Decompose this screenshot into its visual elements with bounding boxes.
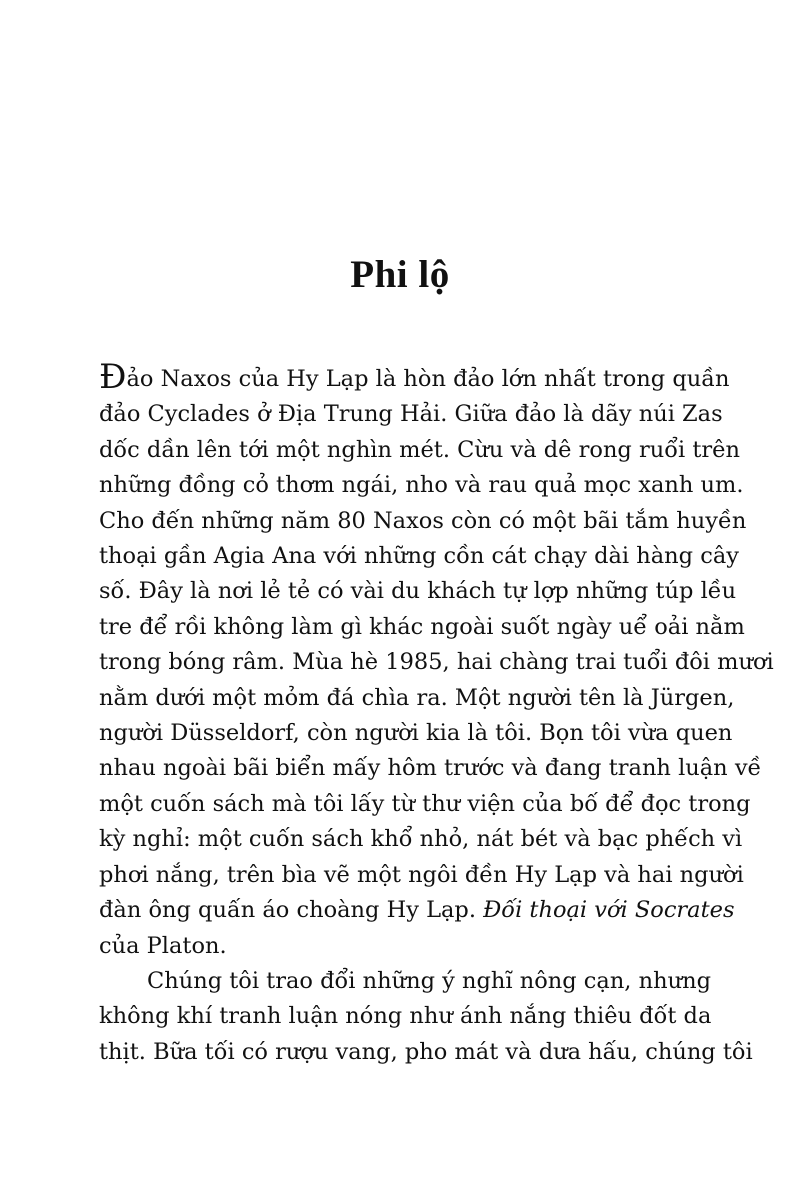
text-line: Chúng tôi trao đổi những ý nghĩ nông cạn, nhưng <box>147 967 711 994</box>
text-line: số. Đây là nơi lẻ tẻ có vài du khách tự lợp những túp lều <box>99 578 737 605</box>
text-line: dốc dần lên tới một nghìn mét. Cừu và dê rong ruổi trên <box>99 436 740 463</box>
text-line: những đồng cỏ thơm ngái, nho và rau quả mọc xanh um. <box>99 472 744 499</box>
text-line: tre để rồi không làm gì khác ngoài suốt ngày uể oải nằm <box>99 613 745 640</box>
text-line: không khí tranh luận nóng như ánh nắng thiêu đốt da <box>99 1003 712 1030</box>
text-line: thịt. Bữa tối có rượu vang, pho mát và dưa hấu, chúng tôi <box>99 1038 753 1065</box>
text-line: người Düsseldorf, còn người kia là tôi. Bọn tôi vừa quen <box>99 720 733 747</box>
text-line: phơi nắng, trên bìa vẽ một ngôi đền Hy Lạp và hai người <box>99 861 744 888</box>
text-line-content: đàn ông quấn áo choàng Hy Lạp. <box>99 897 484 924</box>
text-line <box>99 357 730 397</box>
text-line: một cuốn sách mà tôi lấy từ thư viện của bố để đọc trong <box>99 790 751 817</box>
drop-cap: Đ <box>99 357 127 397</box>
text-line: thoại gần Agia Ana với những cồn cát chạy dài hàng cây <box>99 543 739 570</box>
text-line-content: ảo Naxos của Hy Lạp là hòn đảo lớn nhất trong quần <box>126 366 730 392</box>
paragraph-2 <box>99 964 753 1070</box>
text-line: đảo Cyclades ở Địa Trung Hải. Giữa đảo là dãy núi Zas <box>99 401 723 428</box>
text-line: nằm dưới một mỏm đá chìa ra. Một người tên là Jürgen, <box>99 684 735 711</box>
chapter-title: Phi lộ <box>350 253 450 296</box>
text-line <box>99 893 735 928</box>
text-line: nhau ngoài bãi biển mấy hôm trước và đang tranh luận về <box>99 755 762 782</box>
paragraph-1 <box>99 357 774 964</box>
book-title: Đối thoại với Socrates <box>483 897 735 924</box>
text-line: Cho đến những năm 80 Naxos còn có một bãi tắm huyền <box>99 507 747 534</box>
text-line: trong bóng râm. Mùa hè 1985, hai chàng trai tuổi đôi mươi <box>99 649 774 676</box>
text-line: của Platon. <box>99 932 227 959</box>
text-line: kỳ nghỉ: một cuốn sách khổ nhỏ, nát bét và bạc phếch vì <box>99 826 743 853</box>
body-text <box>99 357 774 1070</box>
